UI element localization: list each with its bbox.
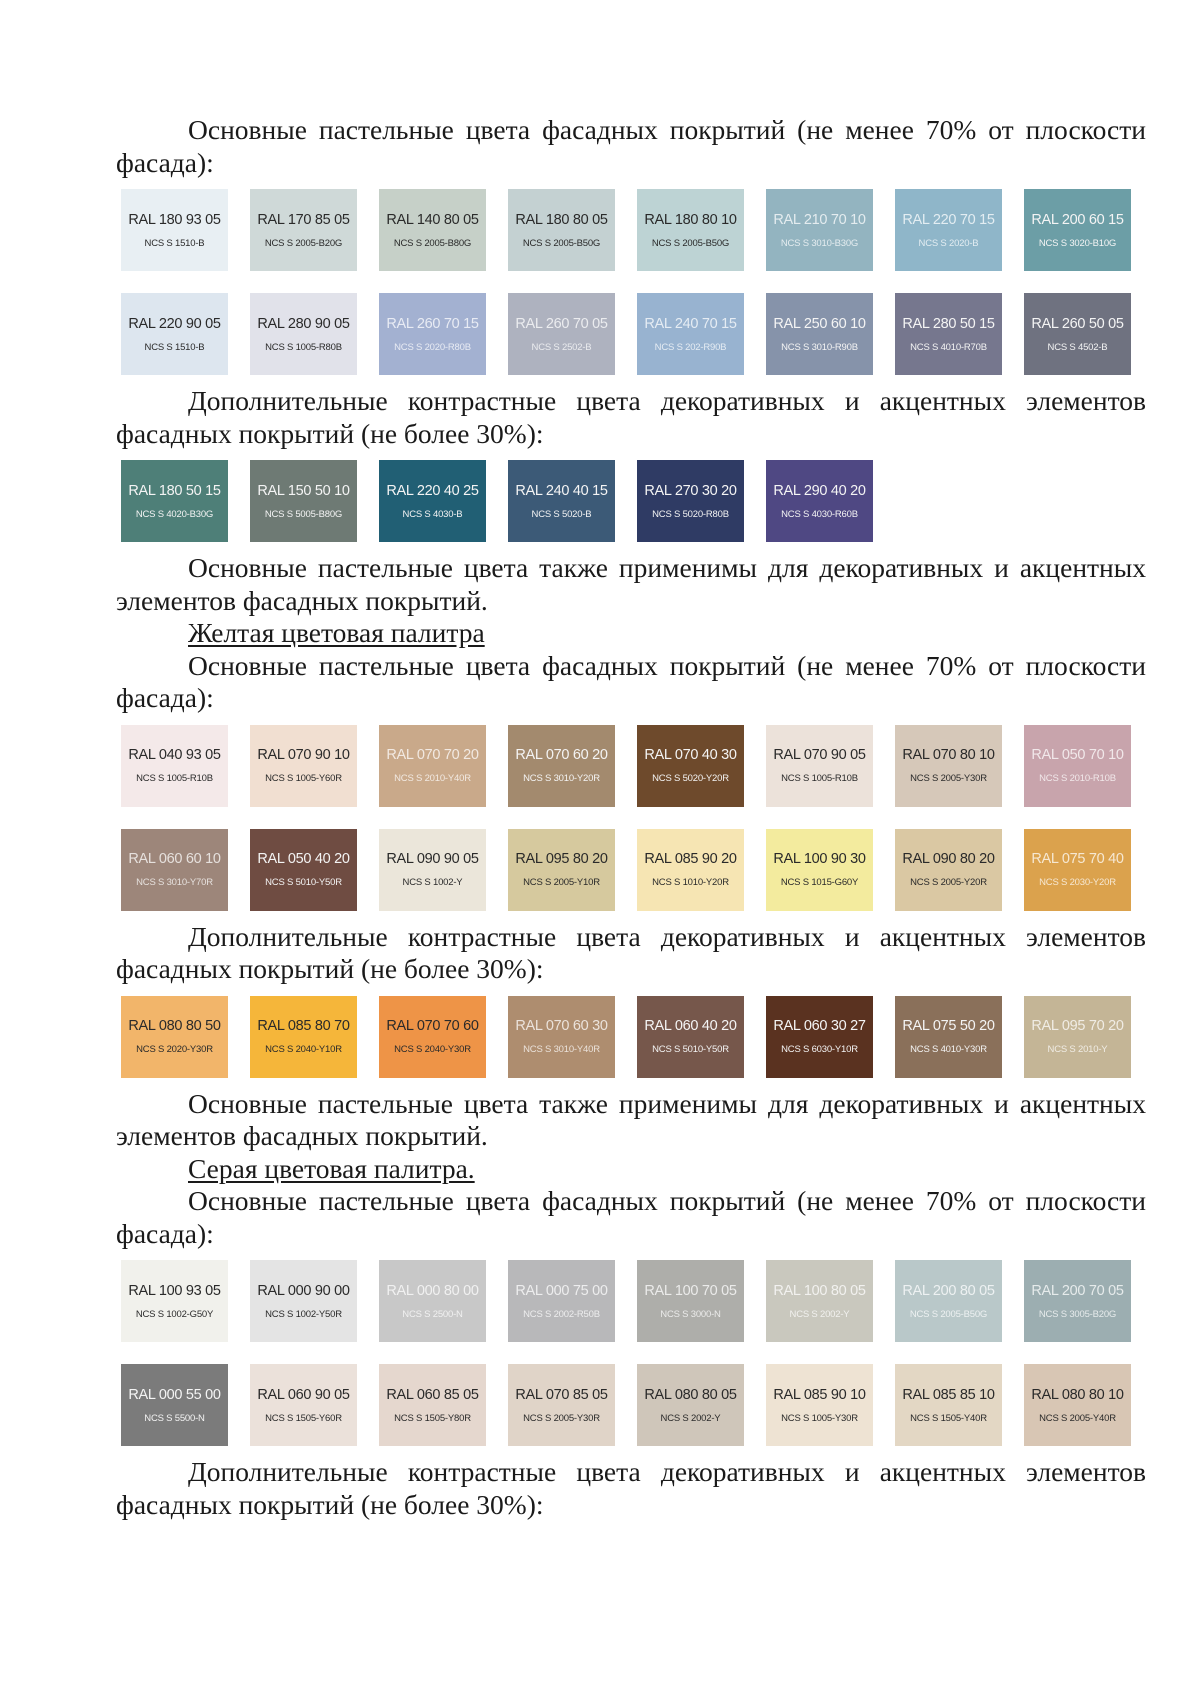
swatch-ral-code: RAL 000 75 00 (515, 1282, 608, 1299)
swatch-ncs-code: NCS S 1015-G60Y (780, 877, 859, 888)
swatch-ncs-code: NCS S 2005-Y10R (523, 877, 600, 888)
swatch-ncs-code: NCS S 2040-Y10R (265, 1044, 342, 1055)
swatch-ral-code: RAL 060 85 05 (386, 1386, 479, 1403)
swatch-ncs-code: NCS S 2005-B50G (522, 237, 601, 249)
swatch-ncs-code: NCS S 3005-B20G (1038, 1308, 1117, 1320)
swatch-ncs-code: NCS S 3010-Y40R (523, 1044, 600, 1055)
swatch-ral-code: RAL 070 85 05 (515, 1386, 608, 1403)
swatch-ncs-code: NCS S 4010-R70B (910, 341, 987, 353)
color-swatch (250, 1364, 357, 1446)
swatch-ncs-code: NCS S 1005-R10B (781, 773, 858, 784)
color-swatch (121, 1260, 228, 1342)
swatch-ncs-code: NCS S 4502-B (1047, 341, 1108, 353)
swatch-ral-code: RAL 180 80 05 (515, 211, 608, 228)
color-swatch (379, 725, 486, 807)
swatch-ral-code: RAL 085 90 10 (773, 1386, 866, 1403)
swatch-ral-code: RAL 090 90 05 (386, 851, 479, 867)
color-swatch (250, 725, 357, 807)
color-swatch (766, 460, 873, 542)
color-swatch (379, 996, 486, 1078)
paragraph-6: Основные пастельные цвета также применимы для декоративных и акцентных элементов фасадных покрытий. (116, 1087, 1146, 1151)
swatch-ncs-code: NCS S 3010-R90B (781, 341, 858, 353)
swatch-ral-code: RAL 075 70 40 (1031, 851, 1124, 867)
paragraph-8: Дополнительные контрастные цвета декоративных и акцентных элементов фасадных покрытий (не более 30%): (116, 1456, 1146, 1520)
color-swatch (121, 996, 228, 1078)
color-swatch (508, 725, 615, 807)
color-swatch (766, 829, 873, 911)
swatch-ncs-code: NCS S 5020-Y20R (652, 773, 729, 784)
swatch-ncs-code: NCS S 2030-Y20R (1039, 877, 1116, 888)
color-swatch (121, 829, 228, 911)
swatch-ncs-code: NCS S 2010-R10B (1039, 773, 1116, 784)
color-swatch (379, 1260, 486, 1342)
color-swatch (766, 996, 873, 1078)
swatch-ncs-code: NCS S 2002-R50B (523, 1308, 600, 1320)
swatch-grid-1 (121, 189, 1166, 375)
swatch-ncs-code: NCS S 3020-B10G (1038, 237, 1117, 249)
swatch-ncs-code: NCS S 4030-B (402, 508, 463, 520)
swatch-ncs-code: NCS S 1505-Y40R (910, 1412, 987, 1424)
swatch-ral-code: RAL 100 70 05 (644, 1282, 737, 1299)
color-swatch (508, 460, 615, 542)
swatch-ral-code: RAL 250 60 10 (773, 315, 866, 332)
swatch-ncs-code: NCS S 5020-B (531, 508, 592, 520)
paragraph-1: Основные пастельные цвета фасадных покрытий (не менее 70% от плоскости фасада): (116, 114, 1146, 178)
swatch-ral-code: RAL 100 80 05 (773, 1282, 866, 1299)
color-swatch (250, 1260, 357, 1342)
color-swatch (895, 725, 1002, 807)
paragraph-5: Дополнительные контрастные цвета декоративных и акцентных элементов фасадных покрытий (не более 30%): (116, 920, 1146, 984)
swatch-ral-code: RAL 260 70 05 (515, 315, 608, 332)
swatch-ral-code: RAL 100 93 05 (128, 1282, 221, 1299)
swatch-ncs-code: NCS S 5010-Y50R (265, 877, 342, 888)
color-swatch (895, 1364, 1002, 1446)
swatch-ral-code: RAL 000 90 00 (257, 1282, 350, 1299)
color-swatch (895, 189, 1002, 271)
color-swatch (508, 189, 615, 271)
palette-heading-1: Желтая цветовая палитра (188, 617, 485, 648)
swatch-ral-code: RAL 050 70 10 (1031, 747, 1124, 763)
color-swatch (895, 293, 1002, 375)
color-swatch (895, 1260, 1002, 1342)
swatch-ncs-code: NCS S 2020-R80B (394, 341, 471, 353)
swatch-ral-code: RAL 070 60 20 (515, 747, 608, 763)
swatch-ral-code: RAL 060 90 05 (257, 1386, 350, 1403)
swatch-ral-code: RAL 260 50 05 (1031, 315, 1124, 332)
swatch-ral-code: RAL 170 85 05 (257, 211, 350, 228)
color-swatch (379, 1364, 486, 1446)
swatch-ral-code: RAL 070 70 60 (386, 1018, 479, 1034)
swatch-ral-code: RAL 280 50 15 (902, 315, 995, 332)
swatch-ncs-code: NCS S 1510-B (144, 237, 205, 249)
swatch-ncs-code: NCS S 2010-Y (1047, 1044, 1108, 1055)
swatch-ral-code: RAL 200 70 05 (1031, 1282, 1124, 1299)
swatch-ncs-code: NCS S 2005-B20G (264, 237, 343, 249)
swatch-ral-code: RAL 180 93 05 (128, 211, 221, 228)
swatch-ral-code: RAL 140 80 05 (386, 211, 479, 228)
swatch-ncs-code: NCS S 5005-B80G (264, 508, 343, 520)
swatch-ncs-code: NCS S 1005-Y60R (265, 773, 342, 784)
swatch-ral-code: RAL 050 40 20 (257, 851, 350, 867)
swatch-ncs-code: NCS S 3010-Y20R (523, 773, 600, 784)
swatch-ral-code: RAL 070 90 10 (257, 747, 350, 763)
swatch-ncs-code: NCS S 1505-Y80R (394, 1412, 471, 1424)
color-swatch (766, 1364, 873, 1446)
swatch-ncs-code: NCS S 2005-Y40R (1039, 1412, 1116, 1424)
swatch-ral-code: RAL 220 90 05 (128, 315, 221, 332)
swatch-ral-code: RAL 095 70 20 (1031, 1018, 1124, 1034)
color-swatch (250, 829, 357, 911)
swatch-ncs-code: NCS S 4020-B30G (135, 508, 214, 520)
color-swatch (250, 293, 357, 375)
paragraph-2: Дополнительные контрастные цвета декоративных и акцентных элементов фасадных покрытий (не более 30%): (116, 385, 1146, 449)
swatch-ral-code: RAL 040 93 05 (128, 747, 221, 763)
color-swatch (250, 189, 357, 271)
swatch-ncs-code: NCS S 2500-N (402, 1308, 463, 1320)
swatch-ral-code: RAL 080 80 50 (128, 1018, 221, 1034)
document-content (116, 114, 1146, 1521)
swatch-ral-code: RAL 000 80 00 (386, 1282, 479, 1299)
paragraph-7: Основные пастельные цвета фасадных покрытий (не менее 70% от плоскости фасада): (116, 1185, 1146, 1249)
color-swatch (1024, 1260, 1131, 1342)
swatch-ncs-code: NCS S 2005-B80G (393, 237, 472, 249)
swatch-grid-5 (121, 1260, 1166, 1446)
color-swatch (379, 293, 486, 375)
color-swatch (379, 189, 486, 271)
swatch-ncs-code: NCS S 3010-Y70R (136, 877, 213, 888)
color-swatch (121, 189, 228, 271)
swatch-ncs-code: NCS S 5010-Y50R (652, 1044, 729, 1055)
color-swatch (1024, 996, 1131, 1078)
swatch-ncs-code: NCS S 1505-Y60R (265, 1412, 342, 1424)
swatch-ral-code: RAL 240 40 15 (515, 482, 608, 499)
color-swatch (637, 460, 744, 542)
swatch-ral-code: RAL 100 90 30 (773, 851, 866, 867)
swatch-ral-code: RAL 070 40 30 (644, 747, 737, 763)
swatch-ncs-code: NCS S 2020-B (918, 237, 979, 249)
color-swatch (121, 293, 228, 375)
swatch-ncs-code: NCS S 2005-Y20R (910, 877, 987, 888)
swatch-grid-4 (121, 996, 1166, 1078)
color-swatch (508, 996, 615, 1078)
paragraph-4: Основные пастельные цвета фасадных покрытий (не менее 70% от плоскости фасада): (116, 649, 1146, 713)
swatch-ral-code: RAL 080 80 05 (644, 1386, 737, 1403)
color-swatch (637, 725, 744, 807)
color-swatch (1024, 725, 1131, 807)
color-swatch (1024, 829, 1131, 911)
swatch-ncs-code: NCS S 2002-Y (789, 1308, 850, 1320)
swatch-ncs-code: NCS S 1005-Y30R (781, 1412, 858, 1424)
swatch-ral-code: RAL 180 50 15 (128, 482, 221, 499)
swatch-ncs-code: NCS S 1005-R10B (136, 773, 213, 784)
swatch-ncs-code: NCS S 5500-N (144, 1412, 205, 1424)
swatch-ral-code: RAL 000 55 00 (128, 1386, 221, 1403)
swatch-ncs-code: NCS S 2005-Y30R (910, 773, 987, 784)
color-swatch (895, 996, 1002, 1078)
color-swatch (379, 460, 486, 542)
color-swatch (637, 829, 744, 911)
swatch-ral-code: RAL 085 85 10 (902, 1386, 995, 1403)
swatch-ncs-code: NCS S 2020-Y30R (136, 1044, 213, 1055)
paragraph-3: Основные пастельные цвета также применимы для декоративных и акцентных элементов фасадных покрытий. (116, 552, 1146, 616)
swatch-ncs-code: NCS S 2002-Y (660, 1412, 721, 1424)
swatch-ncs-code: NCS S 1002-Y50R (265, 1308, 342, 1320)
swatch-ncs-code: NCS S 1510-B (144, 341, 205, 353)
swatch-ncs-code: NCS S 2010-Y40R (394, 773, 471, 784)
color-swatch (637, 189, 744, 271)
swatch-ral-code: RAL 290 40 20 (773, 482, 866, 499)
color-swatch (379, 829, 486, 911)
swatch-ncs-code: NCS S 2005-B50G (651, 237, 730, 249)
swatch-ncs-code: NCS S 2005-Y30R (523, 1412, 600, 1424)
swatch-ral-code: RAL 280 90 05 (257, 315, 350, 332)
swatch-ncs-code: NCS S 1002-G50Y (135, 1308, 214, 1320)
swatch-ncs-code: NCS S 2502-B (531, 341, 592, 353)
color-swatch (1024, 1364, 1131, 1446)
swatch-ral-code: RAL 070 70 20 (386, 747, 479, 763)
palette-heading-2: Серая цветовая палитра. (188, 1152, 475, 1184)
swatch-ral-code: RAL 090 80 20 (902, 851, 995, 867)
swatch-ral-code: RAL 060 40 20 (644, 1018, 737, 1034)
swatch-ral-code: RAL 180 80 10 (644, 211, 737, 228)
swatch-grid-3 (121, 725, 1166, 911)
swatch-ral-code: RAL 085 80 70 (257, 1018, 350, 1034)
color-swatch (121, 725, 228, 807)
swatch-ncs-code: NCS S 1010-Y20R (652, 877, 729, 888)
swatch-ncs-code: NCS S 6030-Y10R (781, 1044, 858, 1055)
swatch-ral-code: RAL 085 90 20 (644, 851, 737, 867)
color-swatch (766, 189, 873, 271)
swatch-ncs-code: NCS S 3000-N (660, 1308, 721, 1320)
swatch-ral-code: RAL 070 60 30 (515, 1018, 608, 1034)
color-swatch (637, 996, 744, 1078)
swatch-ral-code: RAL 270 30 20 (644, 482, 737, 499)
swatch-ncs-code: NCS S 1005-R80B (265, 341, 342, 353)
swatch-ral-code: RAL 080 80 10 (1031, 1386, 1124, 1403)
color-swatch (895, 829, 1002, 911)
swatch-grid-2 (121, 460, 1166, 542)
color-swatch (637, 293, 744, 375)
swatch-ncs-code: NCS S 3010-B30G (780, 237, 859, 249)
swatch-ral-code: RAL 220 40 25 (386, 482, 479, 499)
swatch-ral-code: RAL 240 70 15 (644, 315, 737, 332)
color-swatch (508, 1260, 615, 1342)
swatch-ral-code: RAL 200 80 05 (902, 1282, 995, 1299)
color-swatch (766, 293, 873, 375)
swatch-ral-code: RAL 060 60 10 (128, 851, 221, 867)
color-swatch (121, 1364, 228, 1446)
swatch-ncs-code: NCS S 4030-R60B (781, 508, 858, 520)
swatch-ncs-code: NCS S 5020-R80B (652, 508, 729, 520)
color-swatch (766, 725, 873, 807)
swatch-ral-code: RAL 260 70 15 (386, 315, 479, 332)
swatch-ral-code: RAL 070 80 10 (902, 747, 995, 763)
swatch-ral-code: RAL 150 50 10 (257, 482, 350, 499)
color-swatch (121, 460, 228, 542)
color-swatch (508, 1364, 615, 1446)
swatch-ral-code: RAL 220 70 15 (902, 211, 995, 228)
color-swatch (1024, 189, 1131, 271)
swatch-ral-code: RAL 095 80 20 (515, 851, 608, 867)
swatch-ncs-code: NCS S 2040-Y30R (394, 1044, 471, 1055)
swatch-ral-code: RAL 060 30 27 (773, 1018, 866, 1034)
swatch-ncs-code: NCS S 4010-Y30R (910, 1044, 987, 1055)
color-swatch (766, 1260, 873, 1342)
swatch-ncs-code: NCS S 202-R90B (654, 341, 727, 353)
swatch-ral-code: RAL 210 70 10 (773, 211, 866, 228)
swatch-ral-code: RAL 070 90 05 (773, 747, 866, 763)
color-swatch (637, 1260, 744, 1342)
swatch-ncs-code: NCS S 1002-Y (402, 877, 463, 888)
color-swatch (1024, 293, 1131, 375)
color-swatch (508, 829, 615, 911)
color-swatch (637, 1364, 744, 1446)
swatch-ral-code: RAL 200 60 15 (1031, 211, 1124, 228)
color-swatch (508, 293, 615, 375)
color-swatch (250, 460, 357, 542)
color-swatch (250, 996, 357, 1078)
swatch-ncs-code: NCS S 2005-B50G (909, 1308, 988, 1320)
swatch-ral-code: RAL 075 50 20 (902, 1018, 995, 1034)
